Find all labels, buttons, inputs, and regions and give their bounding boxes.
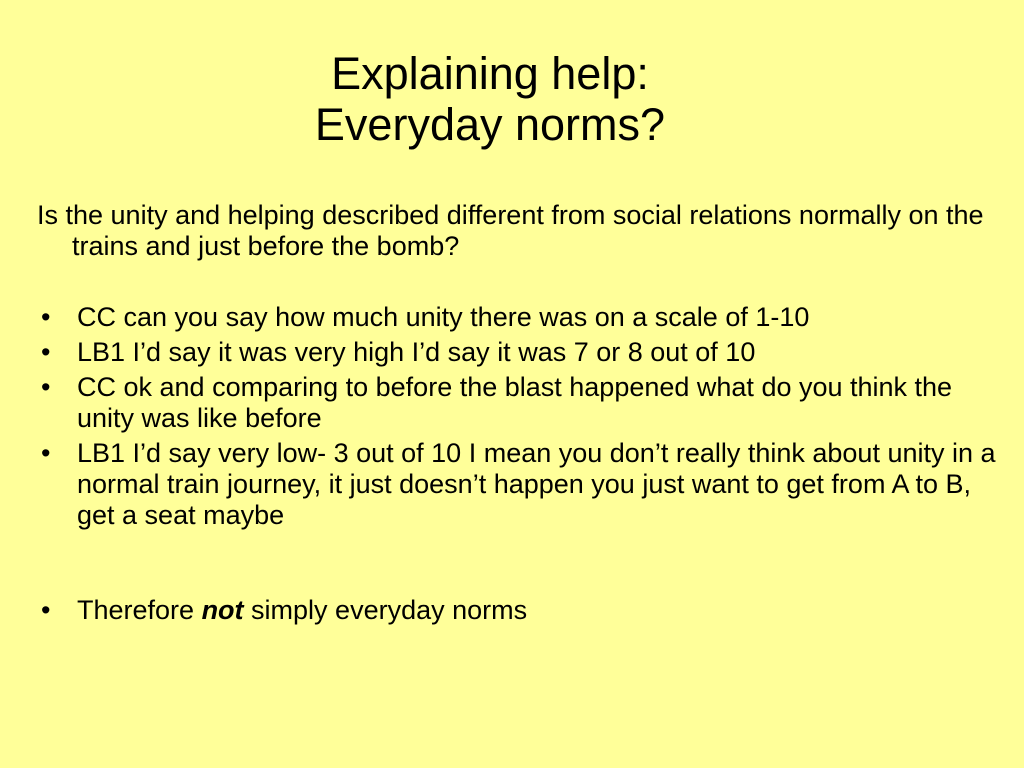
slide-title: [0, 48, 980, 150]
bullet-text: LB1 I’d say it was very high I’d say it was 7 or 8 out of 10: [77, 337, 756, 367]
bullet-item: [37, 337, 997, 368]
bullet-item: [37, 302, 997, 333]
bullet-dot: •: [41, 337, 51, 367]
bullet-item: [37, 372, 997, 434]
bullet-dot: •: [41, 438, 51, 468]
bullet-text: CC ok and comparing to before the blast happened what do you think the unity was like before: [77, 372, 953, 433]
bullet-dot: •: [41, 595, 51, 625]
bullet-item: [37, 438, 997, 531]
conclusion-before: Therefore: [77, 595, 202, 625]
bullet-item-conclusion: [37, 595, 997, 626]
bullet-dot: •: [41, 302, 51, 332]
bullet-text: CC can you say how much unity there was on a scale of 1-10: [77, 302, 810, 332]
slide-body: [37, 200, 997, 630]
conclusion-emphasis: not: [201, 595, 244, 625]
bullet-dot: •: [41, 372, 51, 402]
bullet-list: [37, 302, 997, 626]
title-line-2: Everyday norms?: [314, 99, 666, 150]
bullet-text: LB1 I’d say very low- 3 out of 10 I mean you don’t really think about unity in a normal train journey, it just doesn’t happen you just want to get from A to B, get a seat maybe: [77, 438, 996, 530]
conclusion-after: simply everyday norms: [243, 595, 528, 625]
title-line-1: Explaining help:: [331, 48, 649, 99]
intro-paragraph: Is the unity and helping described different from social relations normally on the trains and just before the bomb?: [37, 200, 984, 261]
